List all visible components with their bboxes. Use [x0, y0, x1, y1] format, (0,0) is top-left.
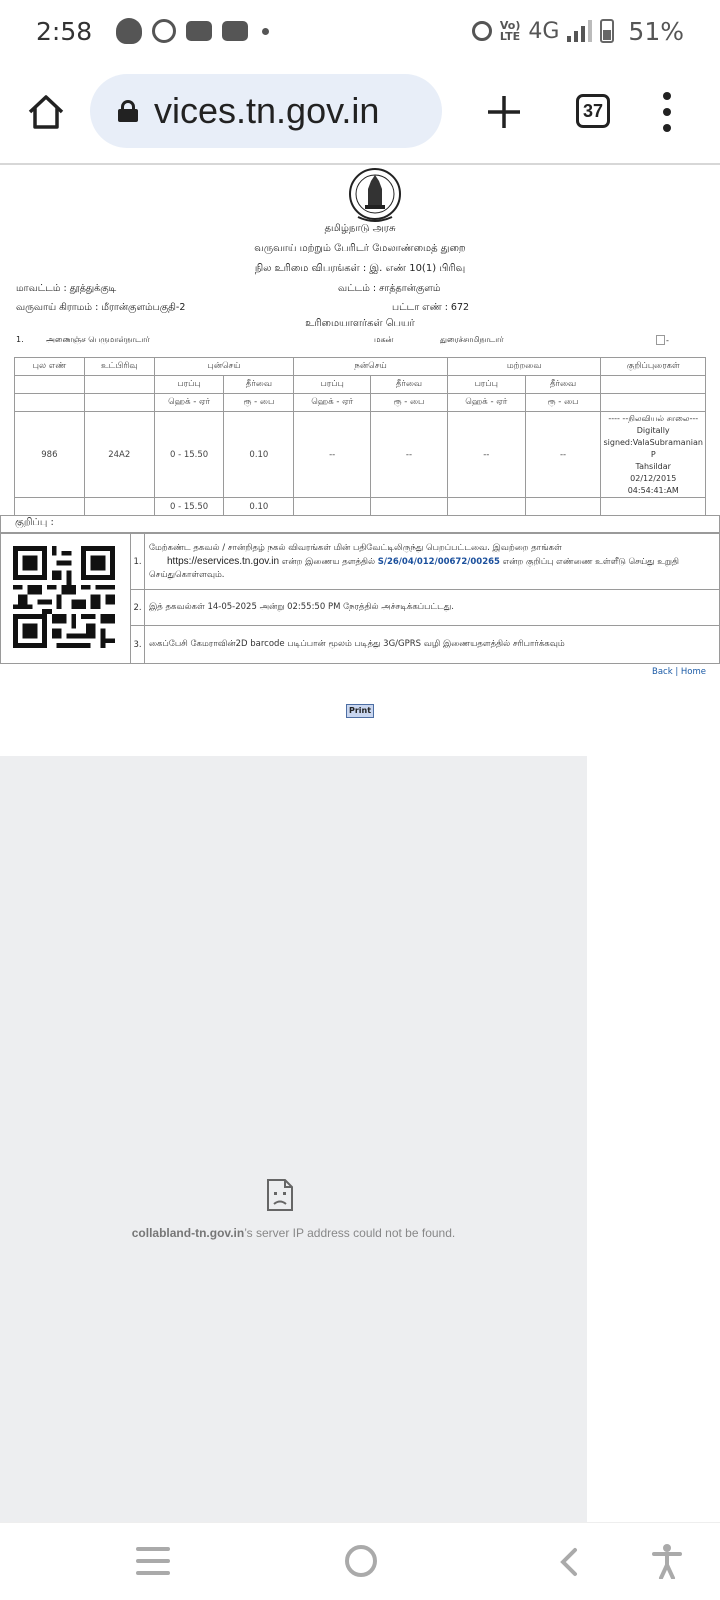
- col-subdivision: உட்பிரிவு: [84, 358, 154, 376]
- remarks-cell: [601, 412, 706, 498]
- lock-icon[interactable]: [118, 100, 138, 122]
- browser-toolbar: [0, 62, 720, 162]
- notes-heading: குறிப்பு :: [0, 515, 720, 533]
- toolbar-divider: [0, 163, 720, 165]
- district-label: மாவட்டம் : தூத்துக்குடி: [16, 283, 117, 294]
- new-tab-icon[interactable]: [484, 92, 524, 132]
- volte-icon: Vo) LTE: [499, 19, 521, 43]
- owners-heading: உரிமையாளர்கள் பெயர்: [305, 318, 415, 329]
- total-punsey-tax: 0.10: [224, 498, 294, 516]
- snapchat-icon: [116, 18, 142, 44]
- village-label: வருவாய் கிராமம் : மீரான்குளம்பகுதி-2: [16, 302, 186, 313]
- note-1-text: மேற்கண்ட தகவல் / சான்றிதழ் நகல் விவரங்கள் மின் பதிவேட்டிலிருந்து பெறப்பட்டவை. இவற்றை தாங்கள்: [149, 542, 562, 553]
- sub-header: தீர்வை: [371, 376, 448, 394]
- father-name: துரைச்சாமிநாடார்: [440, 335, 504, 344]
- total-row: [15, 498, 706, 516]
- broken-image-icon: [656, 335, 665, 345]
- unit-cell: ரூ - பை: [371, 394, 448, 412]
- title-record: நில உரிமை விபரங்கள் : இ. எண் 10(1) பிரிவு: [254, 263, 466, 274]
- digital-signature: Digitally signed:ValaSubramanian P: [603, 425, 703, 459]
- error-host: collabland-tn.gov.in: [131, 1226, 245, 1240]
- back-icon[interactable]: [555, 1547, 585, 1577]
- sub-header: தீர்வை: [525, 376, 601, 394]
- col-others: மற்றவை: [447, 358, 601, 376]
- col-remarks: குறிப்புரைகள்: [601, 358, 706, 376]
- col-nansey: நன்செய்: [294, 358, 448, 376]
- note-index: 1.: [131, 534, 145, 590]
- embedded-frame-error: [0, 756, 587, 1522]
- signature-date: 02/12/2015 04:54:41:AM: [627, 473, 679, 495]
- remarks-road: ---- --நிலவியல் சாலை---: [608, 413, 699, 423]
- unit-cell: ஹெக் - ஏர்: [447, 394, 525, 412]
- qr-code-cell: [1, 534, 131, 664]
- network-type: 4G: [528, 18, 560, 44]
- unit-cell: ரூ - பை: [224, 394, 294, 412]
- unit-cell: ஹெக் - ஏர்: [154, 394, 224, 412]
- others-tax: --: [525, 412, 601, 498]
- recents-icon[interactable]: [136, 1547, 170, 1575]
- sad-page-icon: [266, 1178, 294, 1212]
- address-bar[interactable]: [90, 74, 442, 148]
- broken-image-alt: -: [666, 335, 669, 345]
- sub-header: பரப்பு: [447, 376, 525, 394]
- home-icon[interactable]: [26, 92, 66, 132]
- punsey-area: 0 - 15.50: [154, 412, 224, 498]
- more-menu-icon[interactable]: [662, 92, 672, 132]
- note-3: கைப்பேசி கேமராவின்2D barcode படிப்பான் மூலம் படித்து 3G/GPRS வழி இணையதளத்தில் சரிபார்க்கவும்: [145, 626, 720, 664]
- owner-relation: மகன்: [374, 335, 394, 344]
- notification-icons: [116, 18, 269, 44]
- eservices-url: https://eservices.tn.gov.in: [167, 555, 280, 567]
- nansey-area: --: [294, 412, 371, 498]
- punsey-tax: 0.10: [224, 412, 294, 498]
- accessibility-icon[interactable]: [652, 1543, 682, 1579]
- note-index: 3.: [131, 626, 145, 664]
- col-survey-no: புல எண்: [15, 358, 85, 376]
- note-1-text: என்ற இணைய தளத்தில்: [281, 556, 376, 567]
- signatory-title: Tahsildar: [635, 461, 671, 471]
- owner-name: அணைஞ்ச பெருமாள்நாடார்: [46, 335, 150, 344]
- land-details-table: [14, 357, 706, 516]
- survey-number: 986: [15, 412, 85, 498]
- battery-icon: [600, 19, 614, 43]
- owner-index: 1.: [16, 335, 24, 344]
- youtube-icon: [222, 21, 248, 41]
- title-state: தமிழ்நாடு அரசு: [324, 223, 396, 234]
- qr-code: [13, 546, 115, 648]
- note-2: இத் தகவல்கள் 14-05-2025 அன்று 02:55:50 PM நேரத்தில் அச்சடிக்கப்பட்டது.: [145, 590, 720, 626]
- more-notifications-icon: [262, 28, 269, 35]
- unit-cell: ஹெக் - ஏர்: [294, 394, 371, 412]
- sub-header: தீர்வை: [224, 376, 294, 394]
- error-message: [0, 1226, 587, 1240]
- sub-header: பரப்பு: [154, 376, 224, 394]
- url-text[interactable]: vices.tn.gov.in: [154, 90, 380, 131]
- note-1: [145, 534, 720, 590]
- tn-government-emblem: [348, 167, 402, 225]
- home-nav-icon[interactable]: [345, 1545, 377, 1577]
- note-1-text: என்ற குறிப்பு எண்ணை உள்ளீடு செய்து உறுதி செய்துகொள்ளவும்.: [149, 556, 679, 580]
- error-detail: ’s server IP address could not be found.: [244, 1226, 456, 1240]
- status-bar: [0, 0, 720, 62]
- nansey-tax: --: [371, 412, 448, 498]
- patta-number: பட்டா எண் : 672: [392, 302, 470, 313]
- broken-image: [656, 335, 669, 345]
- sub-header: பரப்பு: [294, 376, 371, 394]
- note-index: 2.: [131, 590, 145, 626]
- youtube-icon: [186, 21, 212, 41]
- battery-percent: 51%: [628, 16, 684, 46]
- subdivision: 24A2: [84, 412, 154, 498]
- print-button[interactable]: Print: [346, 704, 374, 718]
- back-home-links[interactable]: Back | Home: [651, 667, 706, 677]
- unit-cell: ரூ - பை: [525, 394, 601, 412]
- title-department: வருவாய் மற்றும் பேரிடர் மேலாண்மைத் துறை: [254, 243, 466, 254]
- table-row: [15, 412, 706, 498]
- signal-icon: [567, 20, 592, 42]
- others-area: --: [447, 412, 525, 498]
- data-saver-icon: [472, 21, 492, 41]
- col-punsey: புன்செய்: [154, 358, 294, 376]
- notes-table: [0, 533, 720, 664]
- shopping-bag-icon: [152, 19, 176, 43]
- navigation-bar: [0, 1522, 720, 1600]
- clock: 2:58: [36, 16, 93, 46]
- reference-number: S/26/04/012/00672/00265: [377, 556, 500, 567]
- taluk-label: வட்டம் : சாத்தான்குளம்: [338, 283, 441, 294]
- total-punsey-area: 0 - 15.50: [154, 498, 224, 516]
- tab-switcher-button[interactable]: 37: [576, 94, 610, 128]
